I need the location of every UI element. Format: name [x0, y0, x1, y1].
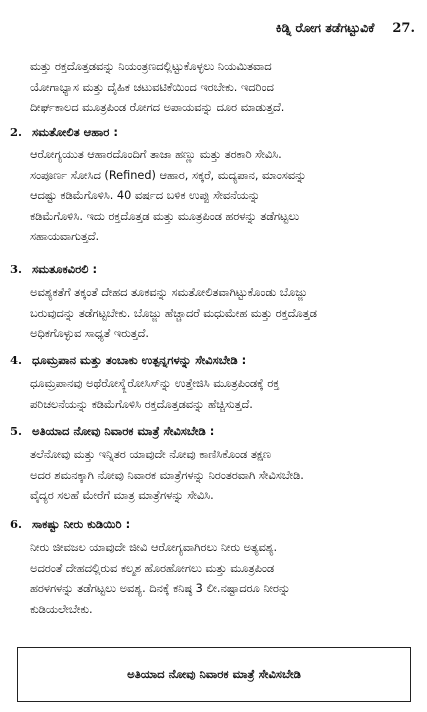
- page-number: 27.: [392, 21, 415, 36]
- section-paragraph: [30, 283, 420, 345]
- section-heading: [10, 517, 130, 532]
- paragraph-line: ಆದಷ್ಟು ಕಡಿಮೆಗೊಳಿಸಿ. 40 ವರ್ಷದ ಬಳಿಕ ಉಪ್ಪು ಸೇವನೆಯನ್ನು: [30, 189, 261, 202]
- paragraph-line: ವೈದ್ಯರ ಸಲಹೆ ಮೇರೆಗೆ ಮಾತ್ರ ಮಾತ್ರೆಗಳನ್ನು ಸೇವಿಸಿ.: [30, 489, 214, 502]
- section-paragraph: [30, 145, 420, 248]
- paragraph-line: ಕಡಿಮೆಗೊಳಿಸಿ. ಇದು ರಕ್ತದೊತ್ತಡ ಮತ್ತು ಮೂತ್ರಪಿಂಡ ಹರಳನ್ನು ತಡೆಗಟ್ಟಲು: [30, 209, 300, 223]
- paragraph-line: ಸಹಾಯವಾಗುತ್ತದೆ.: [30, 230, 100, 243]
- paragraph-line: ತಲೆನೋವು ಮತ್ತು ಇನ್ನಿತರ ಯಾವುದೇ ನೋವು ಕಾಣಿಸಿಕೊಂಡ ತಕ್ಷಣ: [30, 448, 271, 461]
- paragraph-line: ದೀರ್ಘಕಾಲದ ಮೂತ್ರಪಿಂಡ ರೋಗದ ಅಪಾಯವನ್ನು ದೂರ ಮಾಡುತ್ತದೆ.: [30, 101, 285, 114]
- paragraph-line: ಯೋಗಾಭ್ಯಾಸ ಮತ್ತು ದೈಹಿಕ ಚಟುವಟಿಕೆಯಿಂದ ಇರಬೇಕು. ಇದರಿಂದ: [30, 80, 274, 94]
- paragraph-line: ಅವಶ್ಯಕತೆಗೆ ತಕ್ಕಂತೆ ದೇಹದ ತೂಕವನ್ನು ಸಮತೋಲಿತವಾಗಿಟ್ಟುಕೊಂಡು ಬೊಜ್ಜು: [30, 286, 308, 299]
- section-number: 2.: [10, 125, 23, 139]
- paragraph-line: ಕುಡಿಯಲೇಬೇಕು.: [30, 602, 93, 616]
- section-number: 6.: [10, 517, 23, 531]
- section-title: ಸಾಕಷ್ಟು ನೀರು ಕುಡಿಯಿರಿ :: [32, 517, 131, 531]
- paragraph-line: ಅಧಿಕಗೊಳ್ಳುವ ಸಾಧ್ಯತೆ ಇರುತ್ತದೆ.: [30, 327, 149, 340]
- paragraph-line: ಅದರಂತೆ ದೇಹದಲ್ಲಿರುವ ಕಲ್ಮಶ ಹೊರಹೋಗಲು ಮತ್ತು ಮೂತ್ರಪಿಂಡ: [30, 561, 275, 575]
- section-title: ಸಮತೋಲಿತ ಆಹಾರ :: [32, 125, 118, 139]
- paragraph-line: ಸಂಪೂರ್ಣ ಸೋಸಿದ (Refined) ಆಹಾರ, ಸಕ್ಕರೆ, ಮದ್ಯಪಾನ, ಮಾಂಸವನ್ನು: [30, 168, 307, 182]
- running-header: [276, 20, 415, 36]
- paragraph-line: ಪರಿಚಲನೆಯನ್ನು ಕಡಿಮೆಗೊಳಿಸಿ ರಕ್ತದೊತ್ತಡವನ್ನು ಹೆಚ್ಚಿಸುತ್ತದೆ.: [30, 397, 253, 411]
- header-title: ಕಿಡ್ನಿ ರೋಗ ತಡೆಗಟ್ಟುವಿಕೆ: [275, 20, 375, 35]
- section-heading: [10, 353, 246, 368]
- paragraph-line: ಆರೋಗ್ಯಯುತ ಆಹಾರದೊಂದಿಗೆ ತಾಜಾ ಹಣ್ಣು ಮತ್ತು ತರಕಾರಿ ಸೇವಿಸಿ.: [30, 148, 282, 161]
- callout-box: [17, 647, 411, 702]
- paragraph-line: ನೀರು ಜೀವಜಲ ಯಾವುದೇ ಜೀವಿ ಆರೋಗ್ಯವಾಗಿರಲು ನೀರು ಅತ್ಯವಶ್ಯ.: [30, 541, 278, 554]
- section-title: ಧೂಮ್ರಪಾನ ಮತ್ತು ತಂಬಾಕು ಉತ್ಪನ್ನಗಳನ್ನು ಸೇವಿಸಬೇಡಿ :: [32, 353, 247, 367]
- section-paragraph: [30, 374, 420, 415]
- paragraph-line: ಬರುವುದನ್ನು ತಡೆಗಟ್ಟಬೇಕು. ಬೊಜ್ಜು ಹೆಚ್ಚಾದರೆ ಮಧುಮೇಹ ಮತ್ತು ರಕ್ತದೊತ್ತಡ: [30, 306, 317, 320]
- section-heading: [10, 125, 118, 140]
- paragraph-line: ಹರಳಗಳನ್ನು ತಡೆಗಟ್ಟಲು ಅವಶ್ಯ. ದಿನಕ್ಕೆ ಕನಿಷ್ಠ 3 ಲೀ.ನಷ್ಟಾದರೂ ನೀರನ್ನು: [30, 582, 291, 595]
- intro-paragraph: [30, 57, 420, 119]
- section-title: ಸಮತೂಕವಿರಲಿ :: [32, 262, 98, 276]
- section-title: ಅತಿಯಾದ ನೋವು ನಿವಾರಕ ಮಾತ್ರೆ ಸೇವಿಸಬೇಡಿ :: [32, 424, 215, 438]
- paragraph-line: ಅದರ ಶಮನಕ್ಕಾಗಿ ನೋವು ನಿವಾರಕ ಮಾತ್ರೆಗಳನ್ನು ನಿರಂತರವಾಗಿ ಸೇವಿಸಬೇಡಿ.: [30, 468, 304, 482]
- section-paragraph: [30, 538, 420, 620]
- section-heading: [10, 424, 214, 439]
- paragraph-line: ಧೂಮ್ರಪಾನವು ಅಥೆರೋಸ್ಕ್ಲೆರೋಸಿಸ್‌ನ್ನು ಉತ್ತೇಜಿಸಿ ಮೂತ್ರಪಿಂಡಕ್ಕೆ ರಕ್ತ: [30, 377, 280, 390]
- section-number: 5.: [10, 424, 23, 438]
- callout-text: ಅತಿಯಾದ ನೋವು ನಿವಾರಕ ಮಾತ್ರೆ ಸೇವಿಸಬೇಡಿ: [127, 667, 301, 681]
- section-number: 3.: [10, 262, 23, 276]
- section-number: 4.: [10, 353, 23, 367]
- paragraph-line: ಮತ್ತು ರಕ್ತದೊತ್ತಡವನ್ನು ನಿಯಂತ್ರಣದಲ್ಲಿಟ್ಟುಕೊಳ್ಳಲು ನಿಯಮಿತವಾದ: [30, 60, 272, 73]
- section-heading: [10, 262, 97, 277]
- section-paragraph: [30, 445, 420, 507]
